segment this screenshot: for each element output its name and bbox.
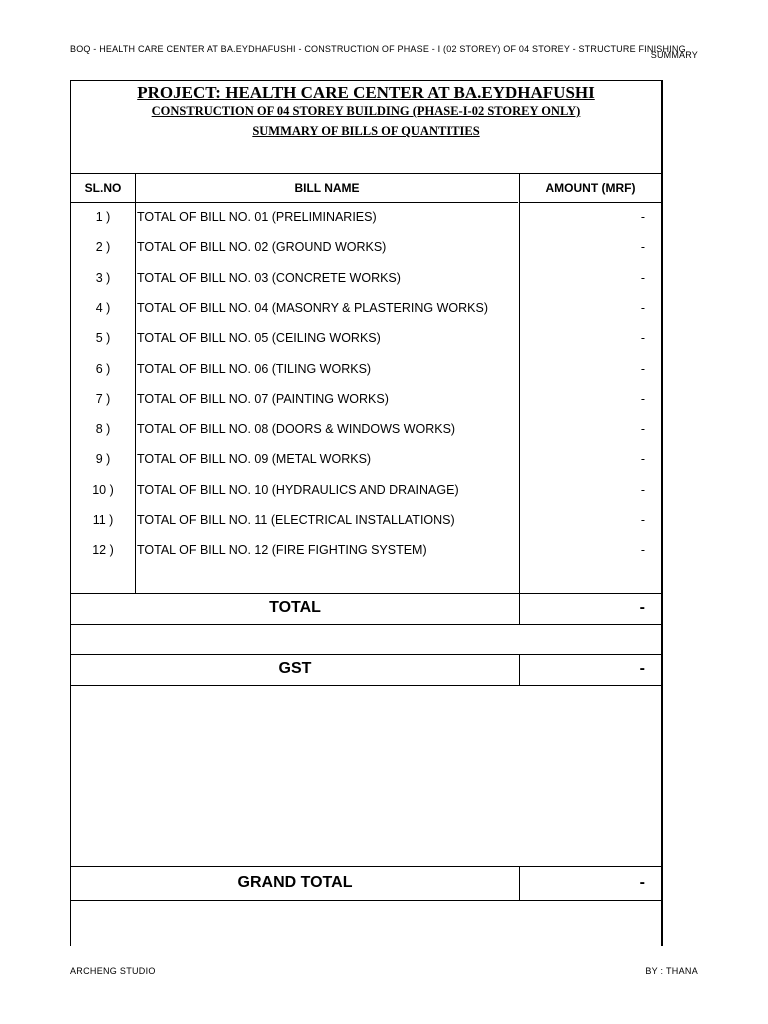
table-row — [71, 355, 661, 385]
row-bill-name: TOTAL OF BILL NO. 06 (TILING WORKS) — [137, 361, 372, 376]
table-row — [71, 476, 661, 506]
summary-subtitle: SUMMARY OF BILLS OF QUANTITIES — [252, 124, 480, 138]
sheet-name: SUMMARY — [650, 50, 698, 60]
row-sl-no: 2 ) — [95, 240, 111, 255]
row-amount: - — [640, 482, 645, 497]
gst-row — [71, 654, 661, 686]
row-bill-name: TOTAL OF BILL NO. 12 (FIRE FIGHTING SYSTEM) — [137, 543, 427, 558]
grand-total-row — [71, 866, 661, 901]
row-sl-no: 8 ) — [95, 422, 111, 437]
row-bill-name: TOTAL OF BILL NO. 07 (PAINTING WORKS) — [137, 391, 389, 406]
row-amount: - — [640, 300, 645, 315]
row-amount: - — [640, 513, 645, 527]
column-header-amount: AMOUNT (MRF) — [520, 173, 661, 203]
row-amount: - — [640, 361, 645, 376]
row-sl-no: 11 ) — [92, 513, 114, 527]
total-label: TOTAL — [269, 599, 321, 616]
row-sl-no: 7 ) — [95, 391, 111, 406]
grand-total-label: GRAND TOTAL — [237, 874, 353, 891]
page-header — [70, 44, 698, 60]
row-sl-no: 4 ) — [95, 300, 111, 315]
row-sl-no: 12 ) — [92, 543, 114, 558]
footer-author: BY : THANA — [645, 966, 698, 976]
row-amount: - — [640, 240, 645, 255]
row-amount: - — [640, 543, 645, 558]
row-sl-no: 6 ) — [95, 361, 111, 376]
row-bill-name: TOTAL OF BILL NO. 02 (GROUND WORKS) — [137, 240, 387, 255]
title-block — [71, 81, 661, 174]
gst-value: - — [639, 660, 645, 677]
table-row — [71, 324, 661, 354]
table-row — [71, 445, 661, 475]
table-row — [71, 415, 661, 445]
row-bill-name: TOTAL OF BILL NO. 08 (DOORS & WINDOWS WORKS) — [137, 422, 456, 437]
table-row — [71, 536, 661, 566]
row-amount: - — [640, 422, 645, 437]
table-row — [71, 385, 661, 415]
row-amount: - — [640, 331, 645, 346]
row-amount: - — [640, 210, 645, 224]
row-bill-name: TOTAL OF BILL NO. 04 (MASONRY & PLASTERING WORKS) — [137, 300, 489, 315]
row-sl-no: 3 ) — [95, 270, 111, 285]
row-sl-no: 1 ) — [95, 210, 111, 224]
row-bill-name: TOTAL OF BILL NO. 09 (METAL WORKS) — [137, 452, 372, 467]
grand-total-value: - — [639, 874, 645, 891]
table-row — [71, 233, 661, 263]
project-title: PROJECT: HEALTH CARE CENTER AT BA.EYDHAFUSHI — [137, 83, 595, 102]
table-row — [71, 294, 661, 324]
page-header-text: BOQ - HEALTH CARE CENTER AT BA.EYDHAFUSHI - CONSTRUCTION OF PHASE - I (02 STOREY) OF 04 STOREY - STRUCTURE FINISHING — [70, 44, 686, 54]
gst-label: GST — [278, 660, 312, 677]
construction-subtitle: CONSTRUCTION OF 04 STOREY BUILDING (PHASE-I-02 STOREY ONLY) — [151, 104, 581, 118]
column-header-sl: SL.NO — [71, 173, 135, 203]
row-amount: - — [640, 391, 645, 406]
row-bill-name: TOTAL OF BILL NO. 01 (PRELIMINARIES) — [137, 210, 377, 224]
row-bill-name: TOTAL OF BILL NO. 10 (HYDRAULICS AND DRAINAGE) — [137, 482, 459, 497]
table-row — [71, 506, 661, 536]
row-bill-name: TOTAL OF BILL NO. 11 (ELECTRICAL INSTALLATIONS) — [137, 513, 455, 527]
row-sl-no: 5 ) — [95, 331, 111, 346]
row-amount: - — [640, 270, 645, 285]
row-sl-no: 9 ) — [95, 452, 111, 467]
footer-company: ARCHENG STUDIO — [70, 966, 156, 976]
row-bill-name: TOTAL OF BILL NO. 05 (CEILING WORKS) — [137, 331, 381, 346]
row-sl-no: 10 ) — [92, 482, 114, 497]
total-row — [71, 593, 661, 625]
total-value: - — [639, 599, 645, 616]
boq-summary-sheet — [70, 80, 663, 946]
table-row — [71, 203, 661, 233]
row-amount: - — [640, 452, 645, 467]
table-row — [71, 264, 661, 294]
row-bill-name: TOTAL OF BILL NO. 03 (CONCRETE WORKS) — [137, 270, 401, 285]
column-header-bill-name: BILL NAME — [136, 173, 518, 203]
